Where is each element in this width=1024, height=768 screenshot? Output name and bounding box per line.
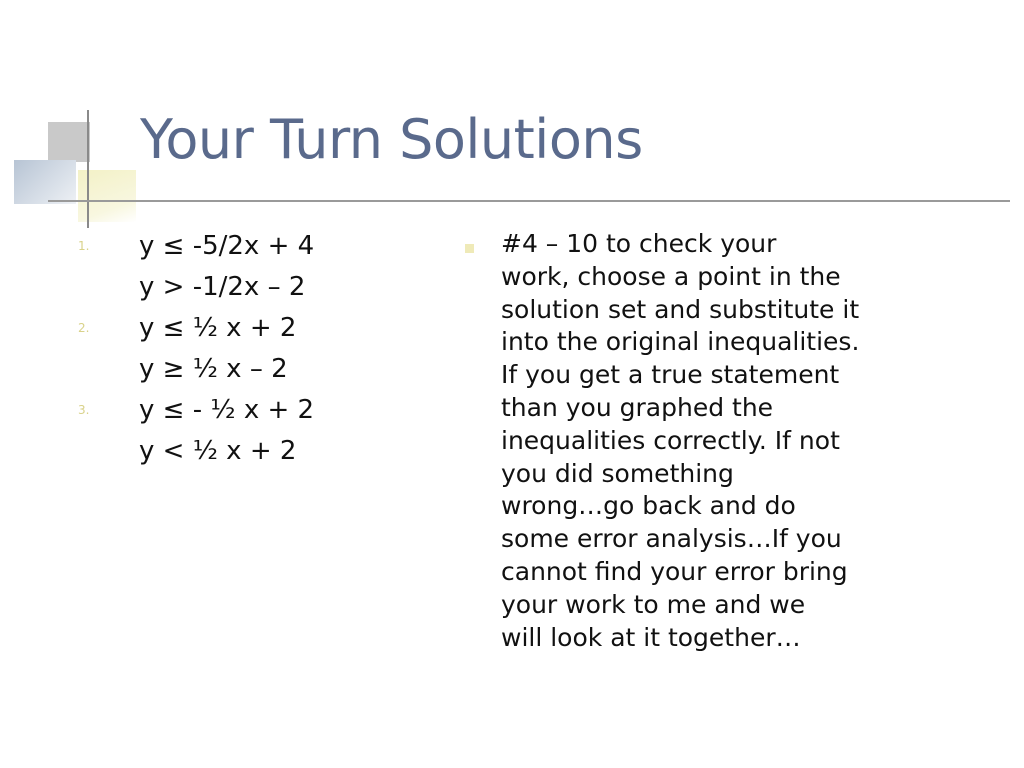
inequality-text: y ≥ ½ x – 2 [139, 354, 288, 384]
inequality-text: y ≤ ½ x + 2 [139, 313, 297, 343]
list-item [78, 351, 418, 392]
list-item [78, 310, 418, 351]
bullet-line: #4 – 10 to check your [501, 229, 777, 258]
bullet-line: some error analysis…If you [501, 524, 842, 554]
slide-title: Your Turn Solutions [140, 108, 643, 171]
bullet-line: than you graphed the [501, 392, 774, 422]
inequality-text: y ≤ - ½ x + 2 [139, 395, 315, 425]
bullet-line: your work to me and we [501, 589, 806, 619]
decorative-gray-square [48, 122, 90, 162]
list-number: 3. [78, 403, 90, 417]
decorative-blue-square [14, 160, 76, 204]
inequality-text: y ≤ -5/2x + 4 [139, 231, 315, 261]
inequality-text: y > -1/2x – 2 [139, 272, 306, 302]
list-item [78, 228, 418, 269]
list-item [78, 433, 418, 474]
bullet-line: work, choose a point in the [501, 261, 841, 291]
bullet-line: wrong…go back and do [501, 491, 796, 521]
inequality-list [78, 228, 418, 474]
bullet-line: If you get a true statement [501, 360, 840, 390]
bullet-line: solution set and substitute it [501, 294, 860, 324]
bullet-line: you did something [501, 458, 734, 488]
bullet-line: into the original inequalities. [501, 327, 860, 357]
bullet-text [501, 228, 941, 654]
list-item [78, 269, 418, 310]
inequality-text: y < ½ x + 2 [139, 436, 297, 466]
bullet-line: will look at it together… [501, 622, 801, 652]
square-bullet-icon [465, 244, 474, 253]
bullet-line: cannot find your error bring [501, 556, 848, 586]
decorative-vertical-line [87, 110, 89, 228]
bullet-line: inequalities correctly. If not [501, 425, 840, 455]
list-number: 2. [78, 321, 90, 335]
title-underline [48, 200, 1010, 202]
list-item [78, 392, 418, 433]
list-number: 1. [78, 239, 90, 253]
